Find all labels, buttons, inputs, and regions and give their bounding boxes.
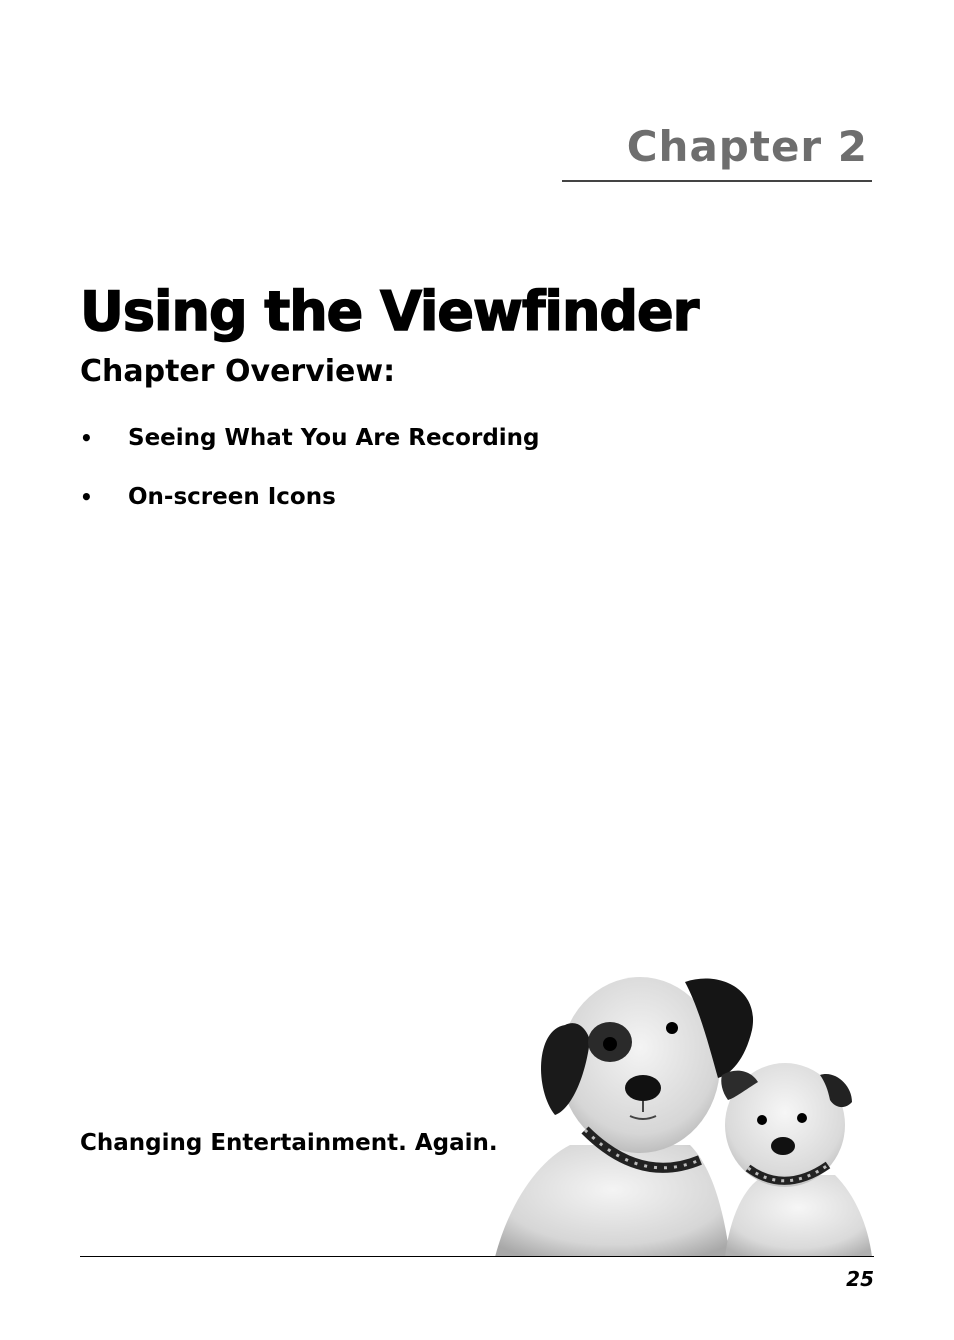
chapter-label: Chapter 2 — [626, 122, 868, 171]
page-number: 25 — [846, 1267, 874, 1291]
dogs-photo-icon — [490, 970, 875, 1257]
page-title: Using the Viewfinder — [80, 280, 699, 343]
footer-divider — [80, 1256, 874, 1257]
overview-list — [80, 420, 540, 538]
bullet-icon: • — [80, 426, 93, 450]
chapter-divider — [562, 180, 872, 182]
list-item-label: On-screen Icons — [128, 484, 336, 510]
list-item — [80, 479, 540, 515]
overview-heading: Chapter Overview: — [80, 354, 396, 389]
tagline: Changing Entertainment. Again. — [80, 1130, 498, 1156]
list-item-label: Seeing What You Are Recording — [128, 425, 540, 451]
bullet-icon: • — [80, 485, 93, 509]
list-item — [80, 420, 540, 456]
